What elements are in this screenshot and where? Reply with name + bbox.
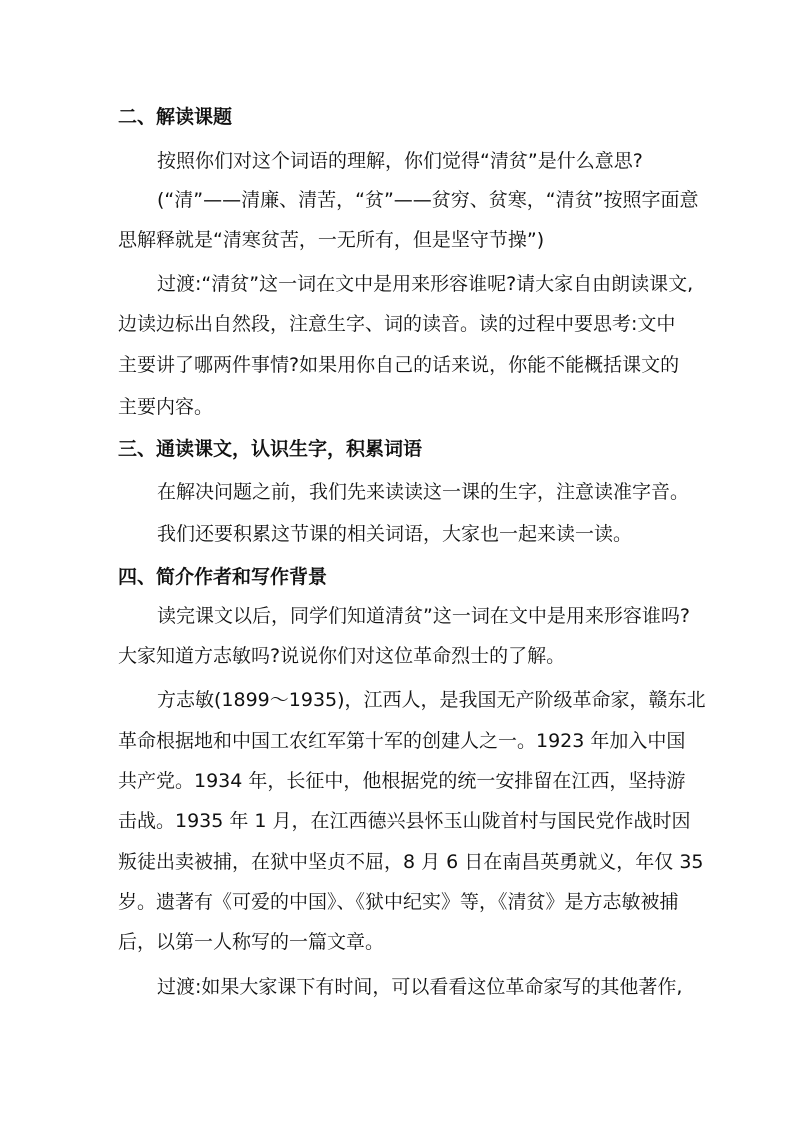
section-heading-4: 四、简介作者和写作背景 xyxy=(118,566,328,588)
paragraph-line: 大家知道方志敏吗?说说你们对这位革命烈士的了解。 xyxy=(118,645,566,667)
paragraph-line: 主要内容。 xyxy=(118,396,214,418)
paragraph-line: 击战。1935 年 1 月，在江西德兴县怀玉山陇首村与国民党作战时因 xyxy=(118,810,691,832)
paragraph-line: 在解决问题之前，我们先来读读这一课的生字，注意读准字音。 xyxy=(157,481,690,503)
paragraph-line: (“清”——清廉、清苦，“贫”——贫穷、贫寒，“清贫”按照字面意 xyxy=(157,189,699,211)
paragraph-line: 革命根据地和中国工农红军第十军的创建人之一。1923 年加入中国 xyxy=(118,730,686,752)
paragraph-line: 共产党。1934 年，长征中，他根据党的统一安排留在江西，坚持游 xyxy=(118,770,686,792)
paragraph-line: 我们还要积累这节课的相关词语，大家也一起来读一读。 xyxy=(157,523,633,545)
paragraph-line: 叛徒出卖被捕，在狱中坚贞不屈，8 月 6 日在南昌英勇就义，年仅 35 xyxy=(118,851,704,873)
paragraph-line: 过渡:如果大家课下有时间，可以看看这位革命家写的其他著作, xyxy=(157,976,683,998)
paragraph-line: 边读边标出自然段，注意生字、词的读音。读的过程中要思考:文中 xyxy=(118,313,676,335)
paragraph-line: 方志敏(1899～1935)，江西人，是我国无产阶级革命家，赣东北 xyxy=(157,689,706,711)
paragraph-line: 按照你们对这个词语的理解，你们觉得“清贫”是什么意思? xyxy=(157,150,643,172)
paragraph-line: 思解释就是“清寒贫苦，一无所有，但是坚守节操”) xyxy=(118,229,545,251)
paragraph-line: 读完课文以后，同学们知道清贫”这一词在文中是用来形容谁吗? xyxy=(157,605,690,627)
section-heading-2: 二、解读课题 xyxy=(118,106,233,128)
section-heading-3: 三、通读课文，认识生字，积累词语 xyxy=(118,438,423,460)
paragraph-line: 岁。遗著有《可爱的中国》、《狱中纪实》等，《清贫》是方志敏被捕 xyxy=(118,891,679,913)
paragraph-line: 主要讲了哪两件事情?如果用你自己的话来说，你能不能概括课文的 xyxy=(118,354,680,376)
paragraph-line: 过渡:“清贫”这一词在文中是用来形容谁呢?请大家自由朗读课文, xyxy=(157,273,694,295)
paragraph-line: 后，以第一人称写的一篇文章。 xyxy=(118,931,385,953)
